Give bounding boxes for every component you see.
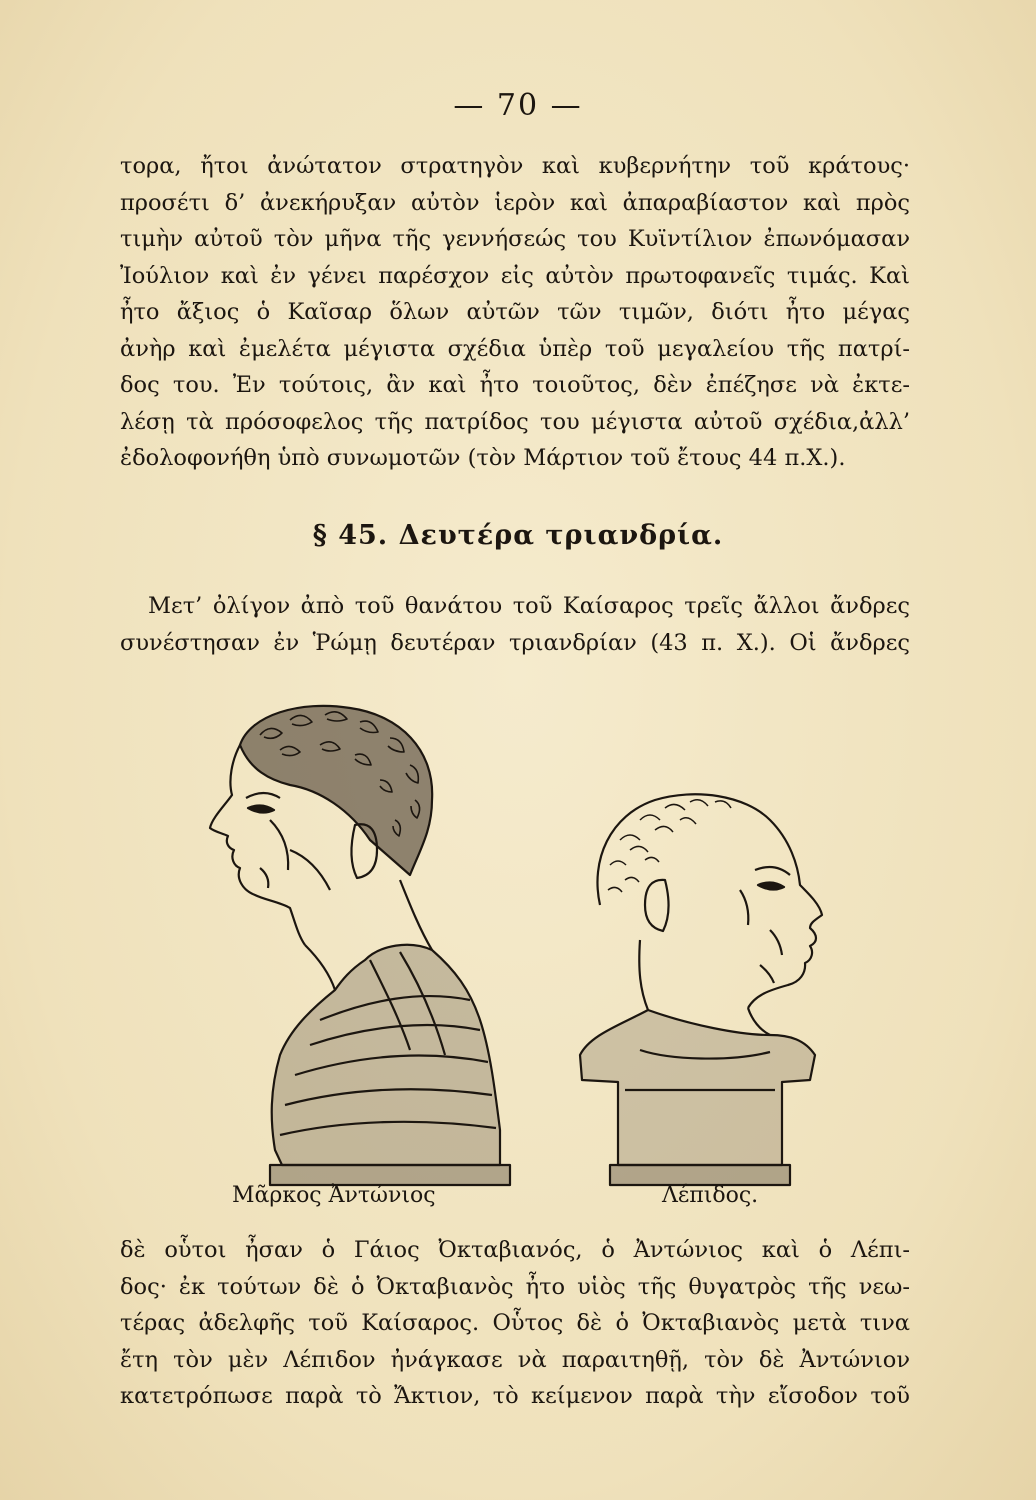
paragraph-3 <box>120 1232 910 1415</box>
text-line: ἐδολοφονήθη ὑπὸ συνωμοτῶν (τὸν Μάρτιον τοῦ ἔτους 44 π.Χ.). <box>120 445 846 471</box>
lepidus-bust <box>580 794 822 1185</box>
text-line: τέρας ἀδελφῆς τοῦ Καίσαρος. Οὗτος δὲ ὁ Ὀκταβιανὸς μετὰ τινα <box>120 1310 910 1336</box>
portrait-busts-illustration <box>170 690 870 1230</box>
right-portrait-caption: Λέπιδος. <box>662 1183 759 1208</box>
text-line: συνέστησαν ἐν Ῥώμῃ δευτέραν τριανδρίαν (43 π. Χ.). Οἱ ἄνδρες <box>120 629 910 656</box>
paragraph-2 <box>120 588 910 661</box>
page-number: — 70 — <box>453 88 583 123</box>
antonius-bust <box>210 706 510 1185</box>
left-portrait-caption: Μᾶρκος Ἀντώνιος <box>232 1183 436 1208</box>
text-line: προσέτι δ’ ἀνεκήρυξαν αὐτὸν ἱερὸν καὶ ἀπαραβίαστον καὶ πρὸς <box>120 189 910 216</box>
text-line: τορα, ἤτοι ἀνώτατον στρατηγὸν καὶ κυβερνήτην τοῦ κράτους· <box>120 153 910 179</box>
section-heading: § 45. Δευτέρα τριανδρία. <box>312 520 724 551</box>
text-line: ἀνὴρ καὶ ἐμελέτα μέγιστα σχέδια ὑπὲρ τοῦ μεγαλείου τῆς πατρί- <box>120 335 910 362</box>
text-line: δὲ οὗτοι ἦσαν ὁ Γάιος Ὀκταβιανός, ὁ Ἀντώνιος καὶ ὁ Λέπι- <box>120 1237 910 1263</box>
text-line: ἔτη τὸν μὲν Λέπιδον ἠνάγκασε νὰ παραιτηθῇ, τὸν δὲ Ἀντώνιον <box>120 1346 910 1373</box>
text-line: λέσῃ τὰ πρόσοφελος τῆς πατρίδος του μέγιστα αὐτοῦ σχέδια,ἀλλ’ <box>120 408 910 435</box>
paragraph-1 <box>120 148 910 477</box>
text-line: δος· ἐκ τούτων δὲ ὁ Ὀκταβιανὸς ἦτο υἱὸς τῆς θυγατρὸς τῆς νεω- <box>120 1273 910 1300</box>
text-line: ἦτο ἄξιος ὁ Καῖσαρ ὅλων αὐτῶν τῶν τιμῶν, διότι ἦτο μέγας <box>120 299 910 325</box>
text-line: δος του. Ἐν τούτοις, ἂν καὶ ἦτο τοιοῦτος, δὲν ἐπέζησε νὰ ἐκτε- <box>120 372 910 398</box>
text-line: κατετρόπωσε παρὰ τὸ Ἄκτιον, τὸ κείμενον παρὰ τὴν εἴσοδον τοῦ <box>120 1383 910 1409</box>
text-line: Μετ’ ὀλίγον ἀπὸ τοῦ θανάτου τοῦ Καίσαρος τρεῖς ἄλλοι ἄνδρες <box>148 593 910 619</box>
text-line: τιμὴν αὐτοῦ τὸν μῆνα τῆς γεννήσεώς του Κυϊντίλιον ἐπωνόμασαν <box>120 226 910 252</box>
text-line: Ἰούλιον καὶ ἐν γένει παρέσχον εἰς αὐτὸν πρωτοφανεῖς τιμάς. Καὶ <box>120 262 910 289</box>
